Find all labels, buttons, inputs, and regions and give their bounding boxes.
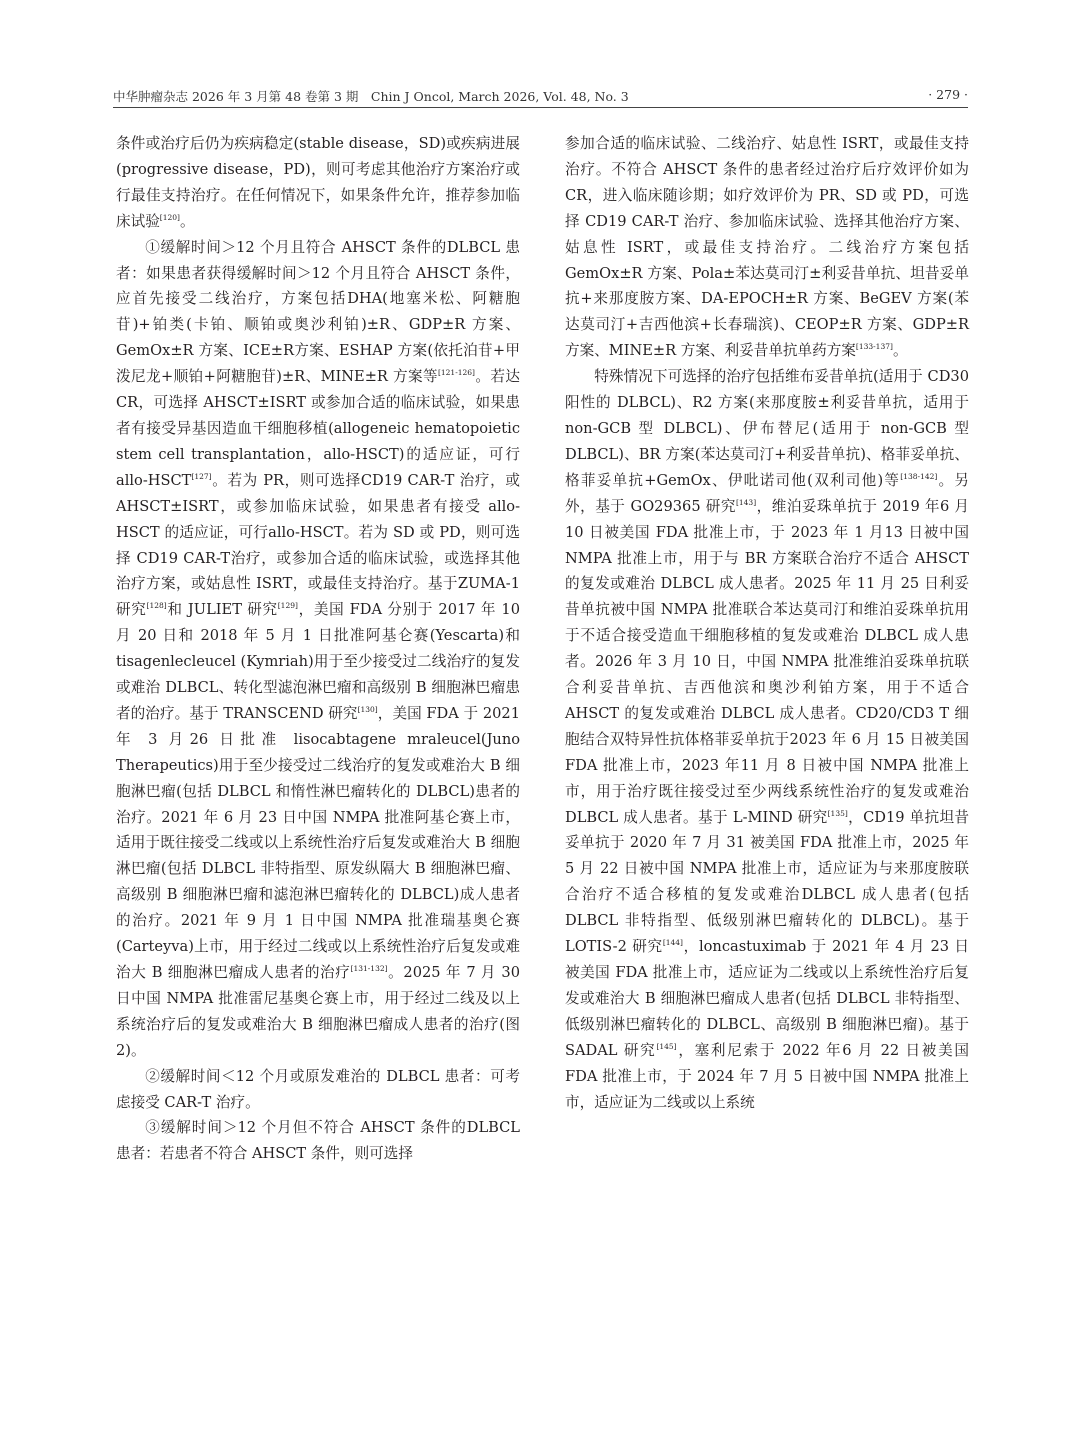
citation: [133-137]: [855, 342, 893, 352]
citation: [145]: [656, 1041, 677, 1051]
text-run: 。若为 PR，则可选择CD19 CAR-T 治疗，或 AHSCT±ISRT，或参加临床试验，如果患者有接受 allo-HSCT 的适应证，可行allo-HSCT。若为 SD 或 PD，则可选择 CD19 CAR-T治疗，或参加合适的临床试验，或选择其他治疗方案，或姑息性 ISRT，或最佳支持治疗。基于ZUMA-1 研究: [116, 471, 520, 619]
paragraph: [565, 364, 969, 1115]
text-run: 参加合适的临床试验、二线治疗、姑息性 ISRT，或最佳支持治疗。不符合 AHSCT 条件的患者经过治疗后疗效评价如为 CR，进入临床随诊期；如疗效评价为 PR、SD 或 PD，可选择 CD19 CAR-T 治疗、参加临床试验、选择其他治疗方案、姑息性 ISRT，或最佳支持治疗。二线治疗方案包括 GemOx±R 方案、Pola±苯达莫司汀±利妥昔单抗、坦昔妥单抗+来那度胺方案、DA-EPOCH±R 方案、BeGEV 方案(苯达莫司汀+吉西他滨+长春瑞滨)、CEOP±R 方案、GDP±R 方案、MINE±R 方案、利妥昔单抗单药方案: [565, 135, 969, 360]
text-run: ，loncastuximab 于 2021 年 4 月 23 日被美国 FDA 批准上市，适应证为二线或以上系统性治疗后复发或难治大 B 细胞淋巴瘤成人患者(包括 DLBCL 非特指型、低级别淋巴瘤转化的 DLBCL、高级别 B 细胞淋巴瘤)。基于 SADAL 研究: [565, 938, 969, 1059]
citation: [127]: [191, 471, 212, 481]
text-run: 。: [179, 212, 195, 230]
citation: [120]: [159, 212, 180, 222]
text-run: 。: [892, 342, 908, 360]
citation: [128]: [146, 601, 167, 611]
citation: [135]: [827, 808, 848, 818]
paragraph: [565, 131, 969, 364]
journal-citation: 中华肿瘤杂志 2026 年 3 月第 48 卷第 3 期 Chin J Oncol, March 2026, Vol. 48, No. 3: [113, 89, 629, 104]
page-number: · 279 ·: [928, 87, 968, 102]
text-run: ，美国 FDA 于 2021 年 3 月26 日批准 lisocabtagene mraleucel(Juno Therapeutics)用于至少接受过二线治疗的复发或难治大 B 细胞淋巴瘤(包括 DLBCL 和惰性淋巴瘤转化的 DLBCL)患者的治疗。2021 年 6 月 23 日中国 NMPA 批准阿基仑赛上市，适用于既往接受二线或以上系统性治疗后复发或难治大 B 细胞淋巴瘤(包括 DLBCL 非特指型、原发纵隔大 B 细胞淋巴瘤、高级别 B 细胞淋巴瘤和滤泡淋巴瘤转化的 DLBCL)成人患者的治疗。2021 年 9 月 1 日中国 NMPA 批准瑞基奥仑赛(Carteyva)上市，用于经过二线或以上系统性治疗后复发或难治大 B 细胞淋巴瘤成人患者的治疗: [116, 704, 520, 981]
text-run: 。若达 CR，可选择 AHSCT±ISRT 或参加合适的临床试验，如果患者有接受异基因造血干细胞移植(allogeneic hematopoietic stem cell transplantation，allo-HSCT)的适应证，可行 allo-HSCT: [116, 368, 520, 489]
text-run: 特殊情况下可选择的治疗包括维布妥昔单抗(适用于 CD30 阳性的 DLBCL)、R2 方案(来那度胺±利妥昔单抗，适用于 non-GCB 型 DLBCL)、伊布替尼(适用于 non-GCB 型 DLBCL)、BR 方案(苯达莫司汀+利妥昔单抗)、格菲妥单抗、格菲妥单抗+GemOx、伊吡诺司他(双利司他)等: [565, 368, 969, 489]
citation: [143]: [735, 497, 757, 507]
paragraph: [116, 235, 520, 1064]
left-column: [116, 131, 520, 1167]
text-run: ，维泊妥珠单抗于 2019 年6 月 10 日被美国 FDA 批准上市，于 2023 年 1 月13 日被中国 NMPA 批准上市，用于与 BR 方案联合治疗不适合 AHSCT 的复发或难治 DLBCL 成人患者。2025 年 11 月 25 日利妥昔单抗被中国 NMPA 批准联合苯达莫司汀和维泊妥珠单抗用于不适合接受造血干细胞移植的复发或难治 DLBCL 成人患者。2026 年 3 月 10 日，中国 NMPA 批准维泊妥珠单抗联合利妥昔单抗、吉西他滨和奥沙利铂方案，用于不适合 AHSCT 的复发或难治 DLBCL 成人患者。CD20/CD3 T 细胞结合双特异性抗体格菲妥单抗于2023 年 6 月 15 日被美国 FDA 批准上市，2023 年11 月 8 日被中国 NMPA 批准上市，用于治疗既往接受过至少两线系统性治疗的复发或难治 DLBCL 成人患者。基于 L-MIND 研究: [565, 497, 970, 826]
text-run: 。另外，基于 GO29365 研究: [565, 471, 969, 515]
citation: [131-132]: [350, 964, 388, 973]
citation: [144]: [662, 938, 683, 948]
text-run: 。2025 年 7 月 30 日中国 NMPA 批准雷尼基奥仑赛上市，用于经过二线及以上系统治疗后的复发或难治大 B 细胞淋巴瘤成人患者的治疗(图 2)。: [116, 964, 520, 1059]
citation: [129]: [277, 601, 298, 611]
text-run: 条件或治疗后仍为疾病稳定(stable disease，SD)或疾病进展(progressive disease，PD)，则可考虑其他治疗方案治疗或行最佳支持治疗。在任何情况下，如果条件允许，推荐参加临床试验: [116, 135, 520, 230]
paragraph: ③缓解时间＞12 个月但不符合 AHSCT 条件的DLBCL 患者：若患者不符合 AHSCT 条件，则可选择: [116, 1119, 520, 1163]
citation: [138-142]: [900, 471, 938, 481]
citation: [130]: [357, 704, 378, 714]
running-header: [113, 87, 968, 111]
text-run: ，塞利尼索于 2022 年6 月 22 日被美国 FDA 批准上市，于 2024 年 7 月 5 日被中国 NMPA 批准上市，适应证为二线或以上系统: [565, 1041, 969, 1111]
citation: [121-126]: [437, 368, 475, 378]
paragraph: ②缓解时间＜12 个月或原发难治的 DLBCL 患者：可考虑接受 CAR-T 治疗。: [116, 1067, 520, 1111]
text-run: 和 JULIET 研究: [166, 601, 278, 619]
right-column: [565, 131, 969, 1115]
header-rule: [113, 107, 968, 108]
text-run: ，美国 FDA 分别于 2017 年 10 月 20 日和 2018 年 5 月 1 日批准阿基仑赛(Yescarta)和 tisagenlecleucel (Kymriah)用于至少接受过二线治疗的复发或难治 DLBCL、转化型滤泡淋巴瘤和高级别 B 细胞淋巴瘤患者的治疗。基于 TRANSCEND 研究: [116, 601, 520, 722]
paragraph: [116, 131, 520, 235]
text-run: ，CD19 单抗坦昔妥单抗于 2020 年 7 月 31 被美国 FDA 批准上市，2025 年 5 月 22 日被中国 NMPA 批准上市，适应证为与来那度胺联合治疗不适合移植的复发或难治DLBCL 成人患者(包括 DLBCL 非特指型、低级别淋巴瘤转化的 DLBCL)。基于 LOTIS-2 研究: [565, 808, 969, 956]
text-run: ①缓解时间＞12 个月且符合 AHSCT 条件的DLBCL 患者：如果患者获得缓解时间＞12 个月且符合 AHSCT 条件，应首先接受二线治疗，方案包括DHA(地塞米松、阿糖胞苷)+铂类(卡铂、顺铂或奥沙利铂)±R、GDP±R 方案、GemOx±R 方案、ICE±R方案、ESHAP 方案(依托泊苷+甲泼尼龙+顺铂+阿糖胞苷)±R、MINE±R 方案等: [116, 238, 520, 386]
